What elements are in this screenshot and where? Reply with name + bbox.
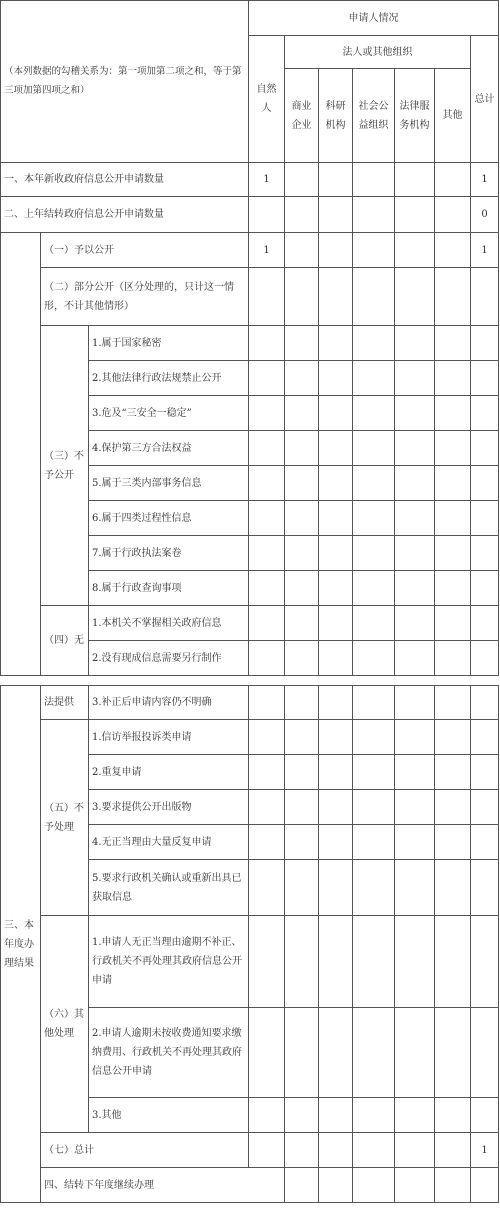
research-header: 科研机构 (319, 69, 353, 163)
table-row (1, 720, 499, 755)
table-row (1, 233, 499, 268)
row-label: 四、结转下年度继续办理 (41, 1168, 285, 1203)
total-count: 1 (471, 233, 499, 268)
natural-count: 1 (249, 163, 285, 197)
row-label: 3.危及“三安全一稳定” (89, 396, 249, 431)
row-label: （二）部分公开（区分处理的，只计这一情形，不计其他情形） (41, 268, 249, 326)
row-label: 2.重复申请 (89, 755, 249, 790)
row-label: 5.要求行政机关确认或重新出具已获取信息 (89, 860, 249, 916)
row-label: 8.属于行政查询事项 (89, 571, 249, 606)
table-row (1, 606, 499, 641)
group-label: （四）无 (41, 606, 89, 676)
row-label: 2.申请人逾期未按收费通知要求缴纳费用、行政机关不再处理其政府信息公开申请 (89, 1008, 249, 1098)
row-label: （一）予以公开 (41, 233, 249, 268)
row-label: （七）总计 (41, 1133, 249, 1168)
total-count: 1 (471, 163, 499, 197)
row-label: 7.属于行政执法案卷 (89, 536, 249, 571)
applicant-header: 申请人情况 (249, 1, 499, 36)
row-label: 5.属于三类内部事务信息 (89, 466, 249, 501)
row-label: 3.补正后申请内容仍不明确 (89, 686, 249, 720)
row-label: 二、上年结转政府信息公开申请数量 (1, 197, 249, 233)
group-label: （三）不予公开 (41, 326, 89, 606)
info-disclosure-table-part2 (0, 685, 499, 1203)
row-label: 1.本机关不掌握相关政府信息 (89, 606, 249, 641)
public-welfare-header: 社会公益组织 (353, 69, 395, 163)
group-label: （六）其他处理 (41, 916, 89, 1133)
business-header: 商业企业 (285, 69, 319, 163)
other-header: 其他 (435, 69, 471, 163)
row-label: 3.要求提供公开出版物 (89, 790, 249, 825)
row-label: 3.其他 (89, 1098, 249, 1133)
natural-person-header: 自然人 (249, 36, 285, 163)
table-row (1, 197, 499, 233)
table-row (1, 326, 499, 361)
total-count: 1 (471, 1133, 499, 1168)
row-label: 1.信访举报投诉类申请 (89, 720, 249, 755)
total-header: 总计 (471, 36, 499, 163)
relation-note: （本列数据的勾稽关系为：第一项加第二项之和，等于第三项加第四项之和） (1, 1, 249, 163)
group-label: （五）不予处理 (41, 720, 89, 916)
natural-count: 1 (249, 233, 285, 268)
row-label: 4.保护第三方合法权益 (89, 431, 249, 466)
legal-org-header: 法人或其他组织 (285, 36, 471, 69)
row-label: 一、本年新收政府信息公开申请数量 (1, 163, 249, 197)
section3-label: 三、本年度办理结果 (1, 686, 41, 1203)
row-label: 1.属于国家秘密 (89, 326, 249, 361)
legal-service-header: 法律服务机构 (395, 69, 435, 163)
row-label: 2.没有现成信息需要另行制作 (89, 641, 249, 676)
group-label-cont: 法提供 (41, 686, 89, 720)
row-label: 2.其他法律行政法规禁止公开 (89, 361, 249, 396)
table-row (1, 1168, 499, 1203)
table-row (1, 268, 499, 326)
table-row (1, 163, 499, 197)
table-row (1, 1133, 499, 1168)
row-label: 4.无正当理由大量反复申请 (89, 825, 249, 860)
table-row (1, 686, 499, 720)
table-row (1, 916, 499, 1008)
total-count: 0 (471, 197, 499, 233)
row-label: 6.属于四类过程性信息 (89, 501, 249, 536)
row-label: 1.申请人无正当理由逾期不补正、行政机关不再处理其政府信息公开申请 (89, 916, 249, 1008)
